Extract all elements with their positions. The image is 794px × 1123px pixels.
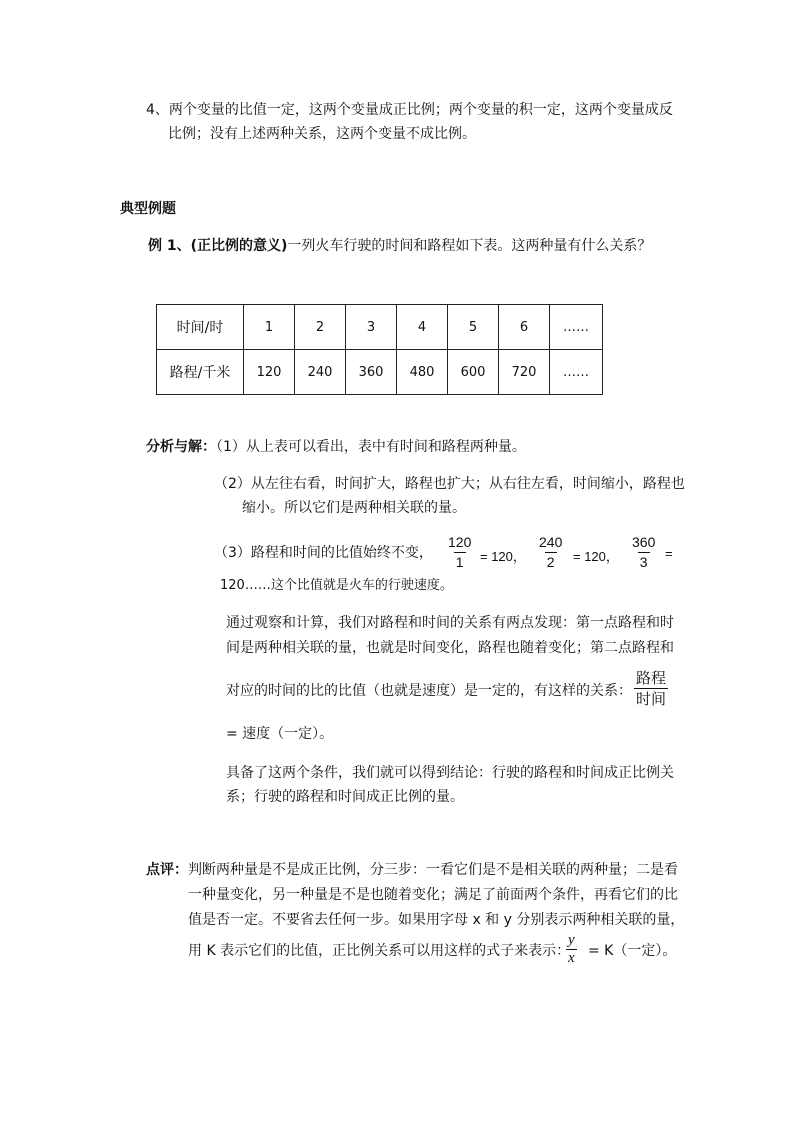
fraction-240-over-2	[537, 534, 564, 571]
analysis-para-4-line-1: 通过观察和计算，我们对路程和时间的关系有两点发现：第一点路程和时	[226, 615, 674, 631]
analysis-label: 分析与解：	[146, 439, 216, 455]
table-header-time: 时间/时	[157, 305, 244, 350]
analysis-step-2-line-2: 缩小。所以它们是两种相关联的量。	[242, 500, 466, 516]
fraction-360-over-3	[630, 534, 657, 571]
fraction-denominator: 1	[455, 554, 464, 570]
comment-line-3: 值是否一定。不要省去任何一步。如果用字母 x 和 y 分别表示两种相关联的量，	[188, 912, 685, 928]
fraction-denominator: 时间	[636, 690, 667, 708]
table-row-distance	[157, 350, 603, 395]
example-1-title: 例 1、(正比例的意义)	[148, 238, 288, 254]
equals-120: = 120，	[573, 549, 619, 564]
fraction-120-over-1	[446, 534, 473, 571]
table-cell: 4	[397, 305, 448, 350]
comment-line-4: 用 K 表示它们的比值，正比例关系可以用这样的式子来表示：	[188, 943, 571, 959]
example-1-text: 一列火车行驶的时间和路程如下表。这两种量有什么关系？	[287, 238, 652, 254]
table-cell: 2	[295, 305, 346, 350]
analysis-para-1	[146, 437, 526, 457]
fraction-denominator: 3	[639, 554, 648, 570]
fraction-denominator: x	[568, 950, 575, 966]
table-cell: 5	[448, 305, 499, 350]
analysis-para-5-line-2: 系；行驶的路程和时间成正比例的量。	[226, 789, 464, 805]
comment-line-2: 一种量变化，另一种量是不是也随着变化；满足了前面两个条件，再看它们的比	[188, 887, 678, 903]
table-row-time	[157, 305, 603, 350]
intro-line-1: 4、两个变量的比值一定，这两个变量成正比例；两个变量的积一定，这两个变量成反	[146, 102, 673, 118]
fraction-numerator: y	[568, 932, 575, 948]
analysis-step-1: （1）从上表可以看出，表中有时间和路程两种量。	[216, 439, 526, 455]
analysis-para-4-line-4: = 速度（一定）。	[226, 726, 334, 742]
time-distance-table	[156, 304, 603, 395]
equals-sign: =	[665, 546, 673, 561]
table-cell: 720	[499, 350, 550, 395]
table-header-distance: 路程/千米	[157, 350, 244, 395]
fraction-numerator: 120	[448, 534, 472, 550]
fraction-numerator: 360	[632, 534, 656, 550]
fraction-y-over-x	[566, 933, 577, 966]
section-title: 典型例题	[120, 201, 176, 217]
fraction-distance-over-time	[634, 669, 668, 708]
table-cell: 3	[346, 305, 397, 350]
fraction-numerator: 路程	[636, 669, 667, 687]
table-cell: 600	[448, 350, 499, 395]
table-cell: ……	[550, 305, 603, 350]
analysis-step-3-prefix: （3）路程和时间的比值始终不变，	[214, 545, 433, 561]
intro-line-2: 比例；没有上述两种关系，这两个变量不成比例。	[168, 126, 476, 142]
table-cell: ……	[550, 350, 603, 395]
table-cell: 120	[244, 350, 295, 395]
fraction-numerator: 240	[539, 534, 563, 550]
comment-line-1	[146, 860, 678, 880]
table-cell: 240	[295, 350, 346, 395]
analysis-para-5-line-1: 具备了这两个条件，我们就可以得到结论：行驶的路程和时间成正比例关	[226, 765, 674, 781]
comment-text-1: 判断两种量是不是成正比例，分三步：一看它们是不是相关联的两种量；二是看	[188, 862, 678, 878]
table-cell: 6	[499, 305, 550, 350]
equals-120: = 120，	[480, 549, 526, 564]
comment-tail: = K（一定）。	[588, 943, 677, 959]
example-1-heading	[148, 236, 651, 256]
table-cell: 1	[244, 305, 295, 350]
table-cell: 480	[397, 350, 448, 395]
comment-label: 点评：	[146, 862, 188, 878]
analysis-para-4-line-2: 间是两种相关联的量，也就是时间变化，路程也随着变化；第二点路程和	[226, 640, 674, 656]
analysis-para-4-line-3: 对应的时间的比的比值（也就是速度）是一定的，有这样的关系：	[226, 683, 632, 699]
analysis-step-3-line-2: 120……这个比值就是火车的行驶速度。	[220, 578, 453, 593]
table-cell: 360	[346, 350, 397, 395]
fraction-denominator: 2	[546, 554, 555, 570]
analysis-step-2-line-1: （2）从左往右看，时间扩大，路程也扩大；从右往左看，时间缩小，路程也	[214, 476, 685, 492]
